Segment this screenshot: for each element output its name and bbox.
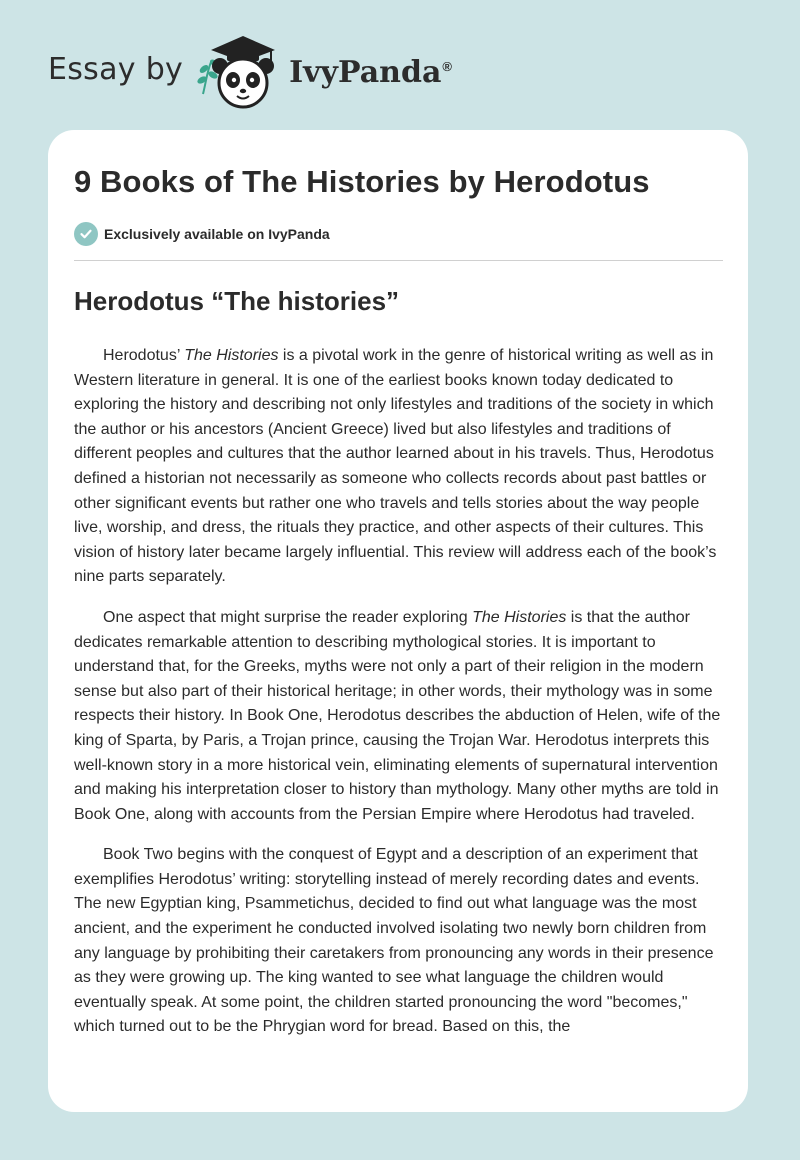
exclusive-badge xyxy=(74,222,330,246)
essay-title: 9 Books of The Histories by Herodotus xyxy=(74,164,650,199)
registered-mark: ® xyxy=(442,58,453,74)
brand-prefix: Essay by xyxy=(48,51,184,87)
paragraph: Book Two begins with the conquest of Egypt and a description of an experiment that exemplifies Herodotus’ writing: storytelling instead of merely recording dates and events. The new Egyptian king, Psammetichus, decided to find out what language was the most ancient, and the experiment he conducted involved isolating two newly born children from any language by prohibiting their caretakers from pronouncing any words in their presence as they were growing up. The king wanted to see what language the children would eventually speak. At some point, the children started pronouncing the word "becomes," which turned out to be the Phrygian word for bread. Based on this, the xyxy=(74,846,714,1036)
exclusive-label: Exclusively available on IvyPanda xyxy=(104,226,330,242)
panda-logo-icon xyxy=(193,30,285,110)
divider xyxy=(74,260,723,261)
check-icon xyxy=(74,222,98,246)
brand-header xyxy=(48,30,452,110)
brand-name: IvyPanda® xyxy=(289,54,453,90)
essay-card xyxy=(48,130,748,1112)
essay-body xyxy=(74,344,723,1056)
paragraph: One aspect that might surprise the reader exploring The Histories is that the author dedicates remarkable attention to describing mythological stories. It is important to understand that, for the Greeks, myths were not only a part of their religion in the modern sense but also part of their historical heritage; in other words, their mythology was in some respects their history. In Book One, Herodotus describes the abduction of Helen, wife of the king of Sparta, by Paris, a Trojan prince, causing the Trojan War. Herodotus interprets this well-known story in a more historical vein, eliminating elements of supernatural intervention and making his interpretation closer to history than mythology. Many other myths are told in Book One, along with accounts from the Persian Empire where Herodotus had traveled. xyxy=(74,608,721,823)
section-heading: Herodotus “The histories” xyxy=(74,286,400,316)
paragraph: Herodotus’ The Histories is a pivotal work in the genre of historical writing as well as in Western literature in general. It is one of the earliest books known today dedicated to exploring the history and describing not only lifestyles and traditions of the society in which the author or his ancestors (Ancient Greece) lived but also lifestyles and traditions of different peoples and cultures that the author learned about in his travels. Thus, Herodotus defined a historian not necessarily as someone who collects records about past battles or other significant events but rather one who travels and tells stories about the way people live, worship, and dress, the rituals they practice, and other aspects of their cultures. This vision of history later became largely influential. This review will address each of the book’s nine parts separately. xyxy=(74,347,717,586)
